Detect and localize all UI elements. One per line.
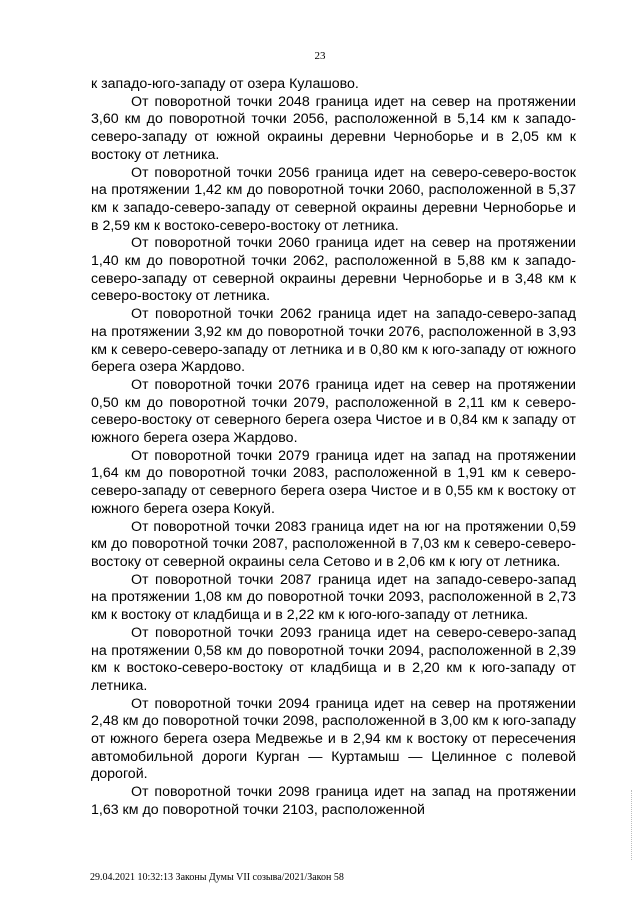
paragraph-2056: От поворотной точки 2056 граница идет на северо-северо-восток на протяжении 1,42 км до поворотной точки 2060, расположенной в 5,37 км к западо-северо-западу от северной окраины деревни Черноборье и в 2,59 км к востоко-северо-востоку от летника.: [91, 164, 576, 234]
paragraph-2087: От поворотной точки 2087 граница идет на западо-северо-запад на протяжении 1,08 км до поворотной точки 2093, расположенной в 2,73 км к востоку от кладбища и в 2,22 км к юго-юго-западу от летника.: [91, 571, 576, 624]
paragraph-continuation: к западо-юго-западу от озера Кулашово.: [91, 76, 359, 92]
paragraph-2076: От поворотной точки 2076 граница идет на север на протяжении 0,50 км до поворотной точки 2079, расположенной в 2,11 км к северо-северо-востоку от северного берега озера Чистое и в 0,84 км к западу от южного берега озера Жардово.: [91, 376, 576, 447]
page-number: 23: [314, 50, 326, 62]
paragraph-2079: От поворотной точки 2079 граница идет на запад на протяжении 1,64 км до поворотной точки 2083, расположенной в 1,91 км к северо-северо-западу от северного берега озера Чистое и в 0,55 км к востоку от южного берега озера Кокуй.: [91, 447, 576, 517]
paragraph-2060: От поворотной точки 2060 граница идет на север на протяжении 1,40 км до поворотной точки 2062, расположенной в 5,88 км к западо-северо-западу от северной окраины деревни Черноборье и в 3,48 км к северо-востоку от летника.: [91, 235, 576, 305]
paragraph-2093: От поворотной точки 2093 граница идет на северо-северо-запад на протяжении 0,58 км до поворотной точки 2094, расположенной в 2,39 км к востоко-северо-востоку от кладбища и в 2,20 км к юго-западу от летника.: [91, 624, 576, 694]
footer-stamp: 29.04.2021 10:32:13 Законы Думы VII созыва/2021/Закон 58: [90, 872, 344, 883]
paragraph-2083: От поворотной точки 2083 граница идет на юг на протяжении 0,59 км до поворотной точки 2087, расположенной в 7,03 км к северо-северо-востоку от северной окраины села Сетово и в 2,06 км к югу от летника.: [91, 518, 576, 570]
paragraph-2062: От поворотной точки 2062 граница идет на западо-северо-запад на протяжении 3,92 км до поворотной точки 2076, расположенной в 3,93 км к северо-северо-западу от летника и в 0,80 км к юго-западу от южного берега озера Жардово.: [91, 306, 576, 376]
paragraph-2094: От поворотной точки 2094 граница идет на север на протяжении 2,48 км до поворотной точки 2098, расположенной в 3,00 км к юго-западу от южного берега озера Медвежье и в 2,94 км к востоку от пересечения автомобильной дороги Курган — Куртамыш — Целинное с полевой дорогой.: [91, 695, 576, 783]
margin-mark: [631, 790, 636, 860]
paragraph-2098: От поворотной точки 2098 граница идет на запад на протяжении 1,63 км до поворотной точки 2103, расположенной: [91, 784, 576, 818]
paragraph-2048: От поворотной точки 2048 граница идет на север на протяжении 3,60 км до поворотной точки 2056, расположенной в 5,14 км к западо-северо-западу от южной окраины деревни Черноборье и в 2,05 км к востоку от летника.: [91, 93, 576, 163]
document-body: [91, 76, 576, 820]
